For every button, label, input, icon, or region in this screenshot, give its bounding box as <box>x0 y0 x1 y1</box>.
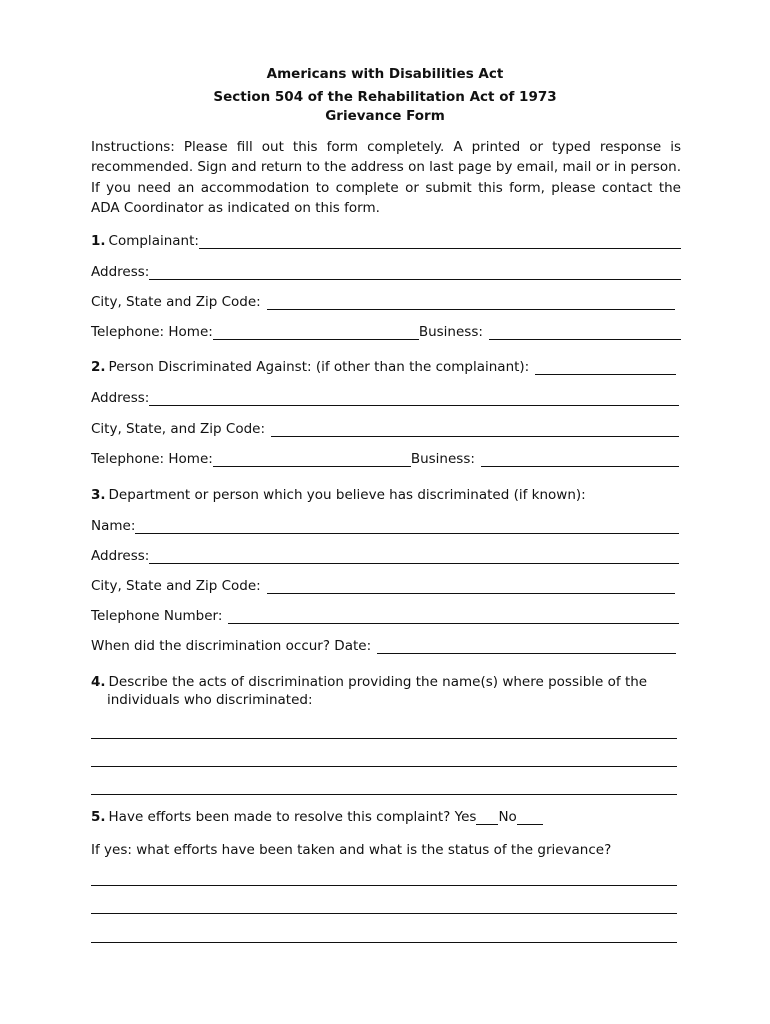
telephone-row <box>91 320 681 340</box>
telephone-number-field[interactable] <box>228 609 679 624</box>
complainant-field[interactable] <box>199 234 681 249</box>
address-label: Address: <box>91 390 150 406</box>
telephone-home-label: Telephone: Home: <box>91 451 213 467</box>
city-state-zip-row <box>91 574 675 594</box>
describe-acts-label-line2: individuals who discriminated: <box>107 692 313 708</box>
efforts-status-line[interactable] <box>91 942 677 943</box>
efforts-status-line[interactable] <box>91 913 677 914</box>
name-label: Name: <box>91 518 136 534</box>
if-yes-row <box>91 838 681 858</box>
telephone-home-label: Telephone: Home: <box>91 324 213 340</box>
section-number: 3. <box>91 487 106 503</box>
efforts-status-line[interactable] <box>91 885 677 886</box>
city-state-zip-label: City, State and Zip Code: <box>91 578 261 594</box>
describe-acts-line[interactable] <box>91 738 677 739</box>
form-title-line3: Grievance Form <box>325 108 445 124</box>
address-label: Address: <box>91 264 150 280</box>
section-number: 5. <box>91 809 106 825</box>
department-label: Department or person which you believe has discriminated (if known): <box>108 487 586 503</box>
form-title-line2: Section 504 of the Rehabilitation Act of 1973 <box>213 89 557 105</box>
city-state-zip-row <box>91 290 675 310</box>
resolve-efforts-label: Have efforts been made to resolve this complaint? Yes <box>108 809 477 825</box>
department-row <box>91 483 681 503</box>
telephone-business-field[interactable] <box>489 325 681 340</box>
telephone-row <box>91 447 679 467</box>
yes-field[interactable] <box>476 810 498 825</box>
section-number: 2. <box>91 359 106 375</box>
address-row <box>91 260 681 280</box>
city-state-zip-row <box>91 417 679 437</box>
section-number: 1. <box>91 233 106 249</box>
telephone-number-row <box>91 604 679 624</box>
address-field[interactable] <box>149 391 679 406</box>
address-row <box>91 544 679 564</box>
city-state-zip-field[interactable] <box>271 422 679 437</box>
form-title-line1: Americans with Disabilities Act <box>266 66 504 82</box>
discrimination-date-row <box>91 634 676 654</box>
describe-acts-line[interactable] <box>91 766 677 767</box>
person-discriminated-label: Person Discriminated Against: (if other than the complainant): <box>108 359 530 375</box>
person-discriminated-row <box>91 355 676 375</box>
resolve-efforts-row <box>91 805 551 825</box>
complainant-label: Complainant: <box>108 233 199 249</box>
business-label: Business: <box>418 324 483 340</box>
city-state-zip-label: City, State, and Zip Code: <box>91 421 266 437</box>
if-yes-label: If yes: what efforts have been taken and what is the status of the grievance? <box>91 842 612 858</box>
person-discriminated-field[interactable] <box>535 360 676 375</box>
discrimination-date-field[interactable] <box>377 639 676 654</box>
address-label: Address: <box>91 548 150 564</box>
telephone-number-label: Telephone Number: <box>91 608 223 624</box>
describe-acts-line[interactable] <box>91 794 677 795</box>
city-state-zip-field[interactable] <box>267 579 675 594</box>
describe-acts-label-line1: Describe the acts of discrimination providing the name(s) where possible of the <box>108 674 648 690</box>
complainant-row <box>91 229 681 249</box>
telephone-home-field[interactable] <box>213 325 419 340</box>
name-field[interactable] <box>135 519 679 534</box>
telephone-home-field[interactable] <box>213 452 411 467</box>
section-number: 4. <box>91 674 106 690</box>
city-state-zip-label: City, State and Zip Code: <box>91 294 261 310</box>
instructions-text: Instructions: Please fill out this form completely. A printed or typed response is recommended. Sign and return to the address on last page by email, mail or in person. If you need an accommodation to complete or submit this form, please contact the ADA Coordinator as indicated on this form. <box>91 139 681 216</box>
discrimination-date-label: When did the discrimination occur? Date: <box>91 638 372 654</box>
no-field[interactable] <box>517 810 543 825</box>
business-label: Business: <box>410 451 475 467</box>
describe-acts-row <box>91 670 681 690</box>
city-state-zip-field[interactable] <box>267 295 675 310</box>
telephone-business-field[interactable] <box>481 452 679 467</box>
no-label: No <box>498 809 517 825</box>
address-field[interactable] <box>149 549 679 564</box>
name-row <box>91 514 679 534</box>
address-field[interactable] <box>149 265 681 280</box>
address-row <box>91 386 679 406</box>
